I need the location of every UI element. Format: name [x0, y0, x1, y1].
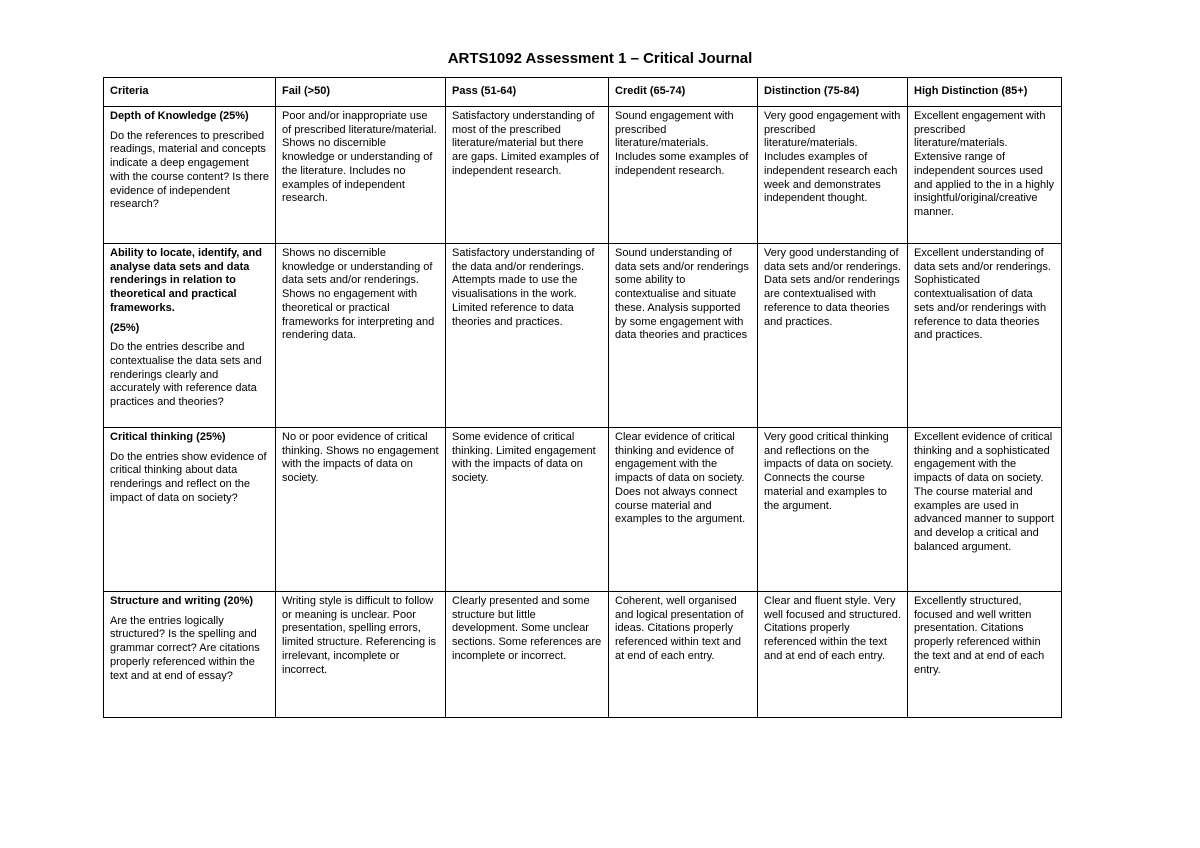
cell-text: Sound understanding of data sets and/or renderings some ability to contextualise and situate these. Analysis supported by some engagement with data theories and practices: [615, 247, 749, 342]
fail-cell: [276, 107, 446, 244]
criterion-question: Do the references to prescribed readings, material and concepts indicate a deep engagement with the course content? Is there evidence of independent research?: [110, 129, 269, 211]
criterion-question: Do the entries describe and contextualise the data sets and renderings clearly and accurately with reference data practices and theories?: [110, 341, 262, 409]
fail-cell: [276, 428, 446, 592]
distinction-cell: [758, 244, 908, 428]
pass-cell: [446, 107, 609, 244]
cell-text: Shows no discernible knowledge or understanding of data sets and/or renderings. Shows no engagement with theoretical or practical frameworks for interpreting and rendering data.: [282, 247, 435, 342]
document-title: ARTS1092 Assessment 1 – Critical Journal: [447, 50, 753, 67]
pass-cell: [446, 428, 609, 592]
cell-text: Satisfactory understanding of the data and/or renderings. Attempts made to use the visualisations in the work. Limited reference to data theories and practices.: [452, 247, 595, 328]
rubric-table: [103, 77, 1062, 718]
distinction-cell: [758, 592, 908, 718]
cell-text: Clear evidence of critical thinking and evidence of engagement with the impacts of data on society. Does not always connect course material and examples to the argument.: [615, 431, 746, 526]
pass-cell: [446, 592, 609, 718]
high-distinction-cell: [908, 244, 1062, 428]
criterion-cell: [104, 428, 276, 592]
high-distinction-cell: [908, 428, 1062, 592]
criterion-title: Critical thinking (25%): [110, 431, 226, 443]
table-row: [104, 244, 1062, 428]
cell-text: Coherent, well organised and logical presentation of ideas. Citations properly referenced within text and at end of each entry.: [615, 595, 744, 662]
high-distinction-cell: [908, 107, 1062, 244]
distinction-cell: [758, 428, 908, 592]
criterion-cell: [104, 244, 276, 428]
credit-cell: [609, 244, 758, 428]
criterion-question: Are the entries logically structured? Is the spelling and grammar correct? Are citations properly referenced within the text and at end of essay?: [110, 614, 260, 682]
cell-text: Satisfactory understanding of most of the prescribed literature/material but there are gaps. Limited examples of independent research.: [452, 110, 599, 177]
pass-cell: [446, 244, 609, 428]
cell-text: Excellently structured, focused and well written presentation. Citations properly referenced within the text and at end of each entry.: [914, 595, 1045, 676]
cell-text: Poor and/or inappropriate use of prescribed literature/material. Shows no discernible knowledge or understanding of the literature. Includes no examples of independent research.: [282, 110, 437, 205]
header-high-distinction: High Distinction (85+): [908, 78, 1062, 107]
cell-text: Clearly presented and some structure but little development. Some unclear sections. Some references are incomplete or incorrect.: [452, 595, 602, 662]
header-criteria: Criteria: [104, 78, 276, 107]
fail-cell: [276, 244, 446, 428]
cell-text: Writing style is difficult to follow or meaning is unclear. Poor presentation, spelling errors, limited structure. Referencing is irrelevant, incomplete or incorrect.: [282, 595, 437, 676]
criterion-weight: (25%): [110, 321, 140, 334]
cell-text: Excellent understanding of data sets and/or renderings. Sophisticated contextualisation of data sets and/or renderings with reference to data theories and practices.: [914, 247, 1051, 342]
cell-text: Very good critical thinking and reflections on the impacts of data on society. Connects the course material and examples to the argument.: [764, 431, 894, 512]
credit-cell: [609, 107, 758, 244]
criterion-question: Do the entries show evidence of critical thinking about data renderings and reflect on the impact of data on society?: [110, 450, 267, 504]
credit-cell: [609, 428, 758, 592]
credit-cell: [609, 592, 758, 718]
cell-text: No or poor evidence of critical thinking. Shows no engagement with the impacts of data on society.: [282, 431, 439, 485]
cell-text: Very good engagement with prescribed literature/materials. Includes examples of independent research each week and demonstrates independent thought.: [764, 110, 901, 205]
cell-text: Very good understanding of data sets and/or renderings. Data sets and/or renderings are contextualised with reference to data theories and practices.: [764, 247, 901, 328]
header-row: [104, 78, 1062, 107]
header-distinction: Distinction (75-84): [758, 78, 908, 107]
table-row: [104, 592, 1062, 718]
criterion-title: Depth of Knowledge (25%): [110, 110, 249, 122]
high-distinction-cell: [908, 592, 1062, 718]
cell-text: Excellent engagement with prescribed literature/materials. Extensive range of independent sources used and applied to the in a highly insightful/original/creative manner.: [914, 110, 1055, 218]
header-credit: Credit (65-74): [609, 78, 758, 107]
criterion-title: Structure and writing (20%): [110, 595, 254, 607]
criterion-cell: [104, 107, 276, 244]
table-row: [104, 428, 1062, 592]
criterion-cell: [104, 592, 276, 718]
table-row: [104, 107, 1062, 244]
cell-text: Clear and fluent style. Very well focused and structured. Citations properly referenced within the text and at end of each entry.: [764, 595, 901, 662]
cell-text: Excellent evidence of critical thinking and a sophisticated engagement with the impacts of data on society. The course material and examples are used in advanced manner to support and develop a critical and balanced argument.: [914, 431, 1055, 553]
header-fail: Fail (>50): [276, 78, 446, 107]
criterion-title: Ability to locate, identify, and analyse data sets and data renderings in relation to theoretical and practical frameworks.: [110, 247, 262, 314]
header-pass: Pass (51-64): [446, 78, 609, 107]
cell-text: Sound engagement with prescribed literature/materials. Includes some examples of independent research.: [615, 110, 749, 177]
fail-cell: [276, 592, 446, 718]
distinction-cell: [758, 107, 908, 244]
cell-text: Some evidence of critical thinking. Limited engagement with the impacts of data on society.: [452, 431, 596, 485]
